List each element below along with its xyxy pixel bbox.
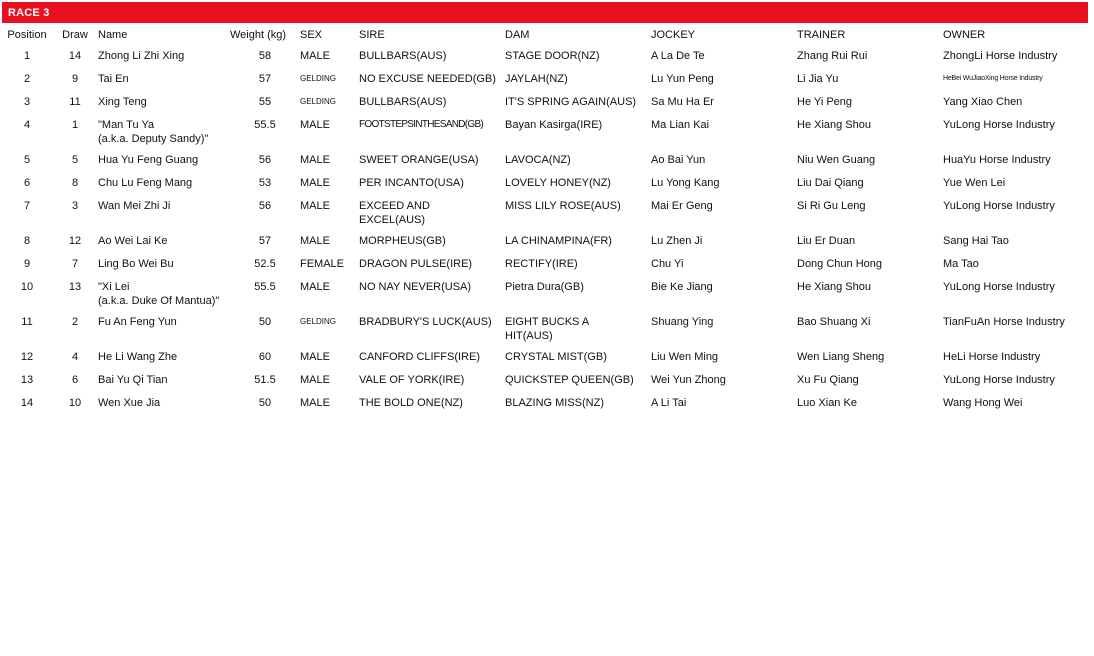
position-cell: 3	[23, 96, 31, 108]
trainer-cell: He Yi Peng	[797, 96, 853, 108]
position-cell: 9	[23, 258, 31, 270]
sire-cell: NO NAY NEVER(USA)	[359, 281, 472, 293]
jockey-cell: Liu Wen Ming	[651, 351, 719, 363]
jockey-cell: Ao Bai Yun	[651, 154, 706, 166]
sex-cell: GELDING	[300, 317, 337, 326]
trainer-cell: He Xiang Shou	[797, 281, 871, 293]
horse-name-cell: Tai En	[98, 73, 129, 85]
sex-cell: MALE	[300, 235, 330, 247]
weight-cell: 50	[258, 397, 272, 409]
jockey-cell: Lu Yong Kang	[651, 177, 720, 189]
dam-cell: Bayan Kasirga(IRE)	[505, 119, 603, 131]
sire-cell: FOOTSTEPSINTHESAND(GB)	[359, 119, 484, 130]
sex-cell: MALE	[300, 200, 330, 212]
horse-name-cell: Wen Xue Jia	[98, 397, 161, 409]
weight-cell: 57	[258, 235, 272, 247]
sire-cell: NO EXCUSE NEEDED(GB)	[359, 73, 496, 85]
sex-cell: MALE	[300, 281, 330, 293]
column-header-sire: SIRE	[359, 29, 385, 41]
race-title: RACE 3	[2, 2, 1088, 23]
column-header-owner: OWNER	[943, 29, 986, 41]
column-header-position: Position	[7, 29, 47, 41]
sex-cell: MALE	[300, 374, 330, 386]
draw-cell: 12	[68, 235, 82, 247]
owner-cell: HeBei WuJiaoXing Horse Industry	[943, 75, 1043, 82]
weight-cell: 60	[258, 351, 272, 363]
column-header-sex: SEX	[300, 29, 323, 41]
draw-cell: 11	[69, 96, 81, 108]
sire-cell: PER INCANTO(USA)	[359, 177, 464, 189]
owner-cell: Yang Xiao Chen	[943, 96, 1023, 108]
trainer-cell: Liu Dai Qiang	[797, 177, 864, 189]
horse-name-cell: "Xi Lei (a.k.a. Duke Of Mantua)"	[98, 281, 220, 307]
dam-cell: LAVOCA(NZ)	[505, 154, 571, 166]
jockey-cell: Lu Yun Peng	[651, 73, 714, 85]
jockey-cell: Mai Er Geng	[651, 200, 713, 212]
draw-cell: 9	[71, 73, 79, 85]
table-row	[2, 195, 1090, 230]
table-row	[2, 311, 1090, 346]
position-cell: 14	[20, 397, 34, 409]
trainer-cell: Si Ri Gu Leng	[797, 200, 866, 212]
draw-cell: 13	[68, 281, 82, 293]
horse-name-cell: Ling Bo Wei Bu	[98, 258, 174, 270]
sex-cell: MALE	[300, 119, 330, 131]
sire-cell: VALE OF YORK(IRE)	[359, 374, 465, 386]
horse-name-cell: He Li Wang Zhe	[98, 351, 178, 363]
position-cell: 4	[23, 119, 31, 131]
owner-cell: Ma Tao	[943, 258, 979, 270]
horse-name-cell: Chu Lu Feng Mang	[98, 177, 193, 189]
sire-cell: EXCEED AND EXCEL(AUS)	[359, 200, 430, 226]
dam-cell: IT'S SPRING AGAIN(AUS)	[505, 96, 637, 108]
table-row	[2, 253, 1090, 276]
sire-cell: CANFORD CLIFFS(IRE)	[359, 351, 480, 363]
jockey-cell: Chu Yi	[651, 258, 684, 270]
owner-cell: YuLong Horse Industry	[943, 281, 1055, 293]
horse-name-cell: "Man Tu Ya (a.k.a. Deputy Sandy)"	[98, 119, 209, 145]
draw-cell: 6	[71, 374, 79, 386]
weight-cell: 53	[258, 177, 272, 189]
sex-cell: MALE	[300, 154, 330, 166]
race-entries-table	[2, 26, 1090, 415]
position-cell: 5	[23, 154, 31, 166]
trainer-cell: Li Jia Yu	[797, 73, 839, 85]
sex-cell: FEMALE	[300, 258, 345, 270]
sex-cell: GELDING	[300, 74, 337, 83]
horse-name-cell: Wan Mei Zhi Ji	[98, 200, 171, 212]
jockey-cell: A La De Te	[651, 50, 705, 62]
sire-cell: BULLBARS(AUS)	[359, 96, 447, 108]
position-cell: 13	[20, 374, 34, 386]
column-header-dam: DAM	[505, 29, 530, 41]
sex-cell: MALE	[300, 177, 330, 189]
weight-cell: 57	[258, 73, 272, 85]
dam-cell: LA CHINAMPINA(FR)	[505, 235, 612, 247]
sex-cell: MALE	[300, 351, 330, 363]
table-row	[2, 172, 1090, 195]
weight-cell: 51.5	[254, 374, 276, 386]
table-row	[2, 276, 1090, 311]
draw-cell: 14	[68, 50, 82, 62]
draw-cell: 1	[71, 119, 79, 131]
sire-cell: BULLBARS(AUS)	[359, 50, 447, 62]
table-row	[2, 91, 1090, 114]
weight-cell: 56	[258, 200, 272, 212]
jockey-cell: Shuang Ying	[651, 316, 714, 328]
table-row	[2, 68, 1090, 91]
dam-cell: EIGHT BUCKS A HIT(AUS)	[505, 316, 590, 342]
dam-cell: MISS LILY ROSE(AUS)	[505, 200, 621, 212]
position-cell: 10	[20, 281, 34, 293]
position-cell: 12	[20, 351, 34, 363]
position-cell: 7	[23, 200, 31, 212]
sire-cell: BRADBURY'S LUCK(AUS)	[359, 316, 492, 328]
table-row	[2, 114, 1090, 149]
dam-cell: QUICKSTEP QUEEN(GB)	[505, 374, 634, 386]
owner-cell: HeLi Horse Industry	[943, 351, 1041, 363]
weight-cell: 56	[258, 154, 272, 166]
horse-name-cell: Ao Wei Lai Ke	[98, 235, 168, 247]
weight-cell: 50	[258, 316, 272, 328]
column-header-jockey: JOCKEY	[651, 29, 696, 41]
table-row	[2, 149, 1090, 172]
horse-name-cell: Bai Yu Qi Tian	[98, 374, 168, 386]
dam-cell: BLAZING MISS(NZ)	[505, 397, 605, 409]
horse-name-cell: Hua Yu Feng Guang	[98, 154, 199, 166]
table-row	[2, 369, 1090, 392]
position-cell: 8	[23, 235, 31, 247]
sire-cell: DRAGON PULSE(IRE)	[359, 258, 473, 270]
table-header-row	[2, 26, 1090, 45]
sire-cell: SWEET ORANGE(USA)	[359, 154, 479, 166]
position-cell: 6	[23, 177, 31, 189]
draw-cell: 2	[71, 316, 79, 328]
trainer-cell: He Xiang Shou	[797, 119, 871, 131]
jockey-cell: Wei Yun Zhong	[651, 374, 726, 386]
weight-cell: 55	[258, 96, 272, 108]
trainer-cell: Dong Chun Hong	[797, 258, 883, 270]
weight-cell: 55.5	[254, 281, 276, 293]
jockey-cell: A Li Tai	[651, 397, 687, 409]
weight-cell: 55.5	[254, 119, 276, 131]
trainer-cell: Xu Fu Qiang	[797, 374, 859, 386]
owner-cell: YuLong Horse Industry	[943, 200, 1055, 212]
table-row	[2, 346, 1090, 369]
position-cell: 11	[21, 316, 33, 328]
draw-cell: 5	[71, 154, 79, 166]
position-cell: 2	[23, 73, 31, 85]
table-row	[2, 45, 1090, 68]
trainer-cell: Liu Er Duan	[797, 235, 856, 247]
jockey-cell: Sa Mu Ha Er	[651, 96, 714, 108]
weight-cell: 58	[258, 50, 272, 62]
trainer-cell: Wen Liang Sheng	[797, 351, 885, 363]
column-header-weight: Weight (kg)	[230, 29, 287, 41]
dam-cell: STAGE DOOR(NZ)	[505, 50, 600, 62]
dam-cell: RECTIFY(IRE)	[505, 258, 578, 270]
dam-cell: JAYLAH(NZ)	[505, 73, 568, 85]
owner-cell: Yue Wen Lei	[943, 177, 1006, 189]
trainer-cell: Niu Wen Guang	[797, 154, 876, 166]
owner-cell: YuLong Horse Industry	[943, 119, 1055, 131]
horse-name-cell: Xing Teng	[98, 96, 147, 108]
draw-cell: 3	[71, 200, 79, 212]
owner-cell: HuaYu Horse Industry	[943, 154, 1051, 166]
column-header-name: Name	[98, 29, 128, 41]
owner-cell: ZhongLi Horse Industry	[943, 50, 1058, 62]
sex-cell: GELDING	[300, 97, 337, 106]
trainer-cell: Zhang Rui Rui	[797, 50, 868, 62]
sire-cell: MORPHEUS(GB)	[359, 235, 446, 247]
jockey-cell: Ma Lian Kai	[651, 119, 710, 131]
trainer-cell: Bao Shuang Xi	[797, 316, 871, 328]
dam-cell: LOVELY HONEY(NZ)	[505, 177, 611, 189]
dam-cell: Pietra Dura(GB)	[505, 281, 584, 293]
jockey-cell: Lu Zhen Ji	[651, 235, 703, 247]
table-row	[2, 230, 1090, 253]
owner-cell: Sang Hai Tao	[943, 235, 1009, 247]
owner-cell: TianFuAn Horse Industry	[943, 316, 1065, 328]
column-header-draw: Draw	[62, 29, 88, 41]
horse-name-cell: Fu An Feng Yun	[98, 316, 177, 328]
draw-cell: 10	[68, 397, 82, 409]
draw-cell: 7	[71, 258, 79, 270]
dam-cell: CRYSTAL MIST(GB)	[505, 351, 607, 363]
horse-name-cell: Zhong Li Zhi Xing	[98, 50, 185, 62]
sex-cell: MALE	[300, 50, 330, 62]
sex-cell: MALE	[300, 397, 330, 409]
draw-cell: 4	[71, 351, 79, 363]
draw-cell: 8	[71, 177, 79, 189]
weight-cell: 52.5	[254, 258, 276, 270]
table-row	[2, 392, 1090, 415]
owner-cell: Wang Hong Wei	[943, 397, 1023, 409]
position-cell: 1	[23, 50, 31, 62]
sire-cell: THE BOLD ONE(NZ)	[359, 397, 463, 409]
owner-cell: YuLong Horse Industry	[943, 374, 1055, 386]
jockey-cell: Bie Ke Jiang	[651, 281, 713, 293]
trainer-cell: Luo Xian Ke	[797, 397, 857, 409]
column-header-trainer: TRAINER	[797, 29, 846, 41]
